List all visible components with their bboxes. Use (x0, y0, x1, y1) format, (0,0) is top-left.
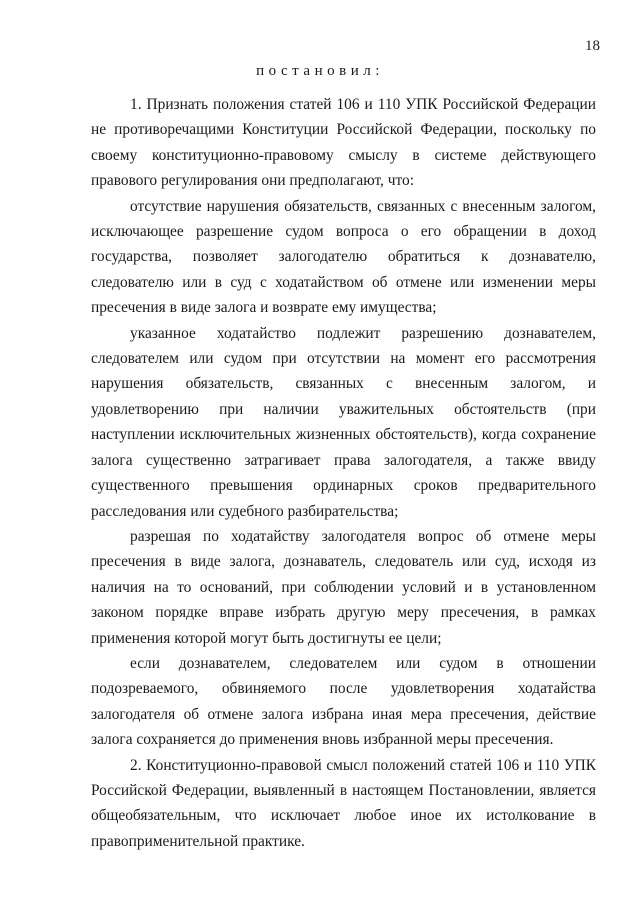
paragraph-4: разрешая по ходатайству залогодателя вопрос об отмене меры пресечения в виде залога, дознаватель, следователь или суд, исходя из наличия на то оснований, при соблюдении условий и в установленном законом порядке вправе избрать другую меру пресечения, в рамках применения которой могут быть достигнуты ее цели; (91, 527, 596, 647)
paragraph-6: 2. Конституционно-правовой смысл положений статей 106 и 110 УПК Российской Федерации, выявленный в настоящем Постановлении, является общеобязательным, что исключает любое иное их истолкование в правоприменительной практике. (91, 756, 596, 850)
document-body (91, 92, 596, 854)
paragraph-3: указанное ходатайство подлежит разрешению дознавателем, следователем или судом при отсутствии на момент его рассмотрения нарушения обязательств, связанных с внесенным залогом, и удовлетворению при наличии уважительных обстоятельств (при наступлении исключительных жизненных обстоятельств), когда сохранение залога существенно затрагивает права залогодателя, а также ввиду существенного превышения ординарных сроков предварительного расследования или судебного разбирательства; (91, 324, 596, 520)
paragraph-1: 1. Признать положения статей 106 и 110 УПК Российской Федерации не противоречащими Конституции Российской Федерации, поскольку по своему конституционно-правовому смыслу в системе действующего правового регулирования они предполагают, что: (91, 96, 596, 190)
paragraph-2: отсутствие нарушения обязательств, связанных с внесенным залогом, исключающее разрешение судом вопроса о его обращении в доход государства, позволяет залогодателю обратиться к дознавателю, следователю или в суд с ходатайством об отмене или изменении меры пресечения в виде залога и возврате ему имущества; (91, 197, 596, 317)
paragraph-5: если дознавателем, следователем или судом в отношении подозреваемого, обвиняемого после удовлетворения ходатайства залогодателя об отмене залога избрана иная мера пресечения, действие залога сохраняется до применения вновь избранной меры пресечения. (91, 654, 596, 749)
page-number: 18 (585, 38, 600, 54)
resolution-heading: постановил: (256, 63, 384, 79)
